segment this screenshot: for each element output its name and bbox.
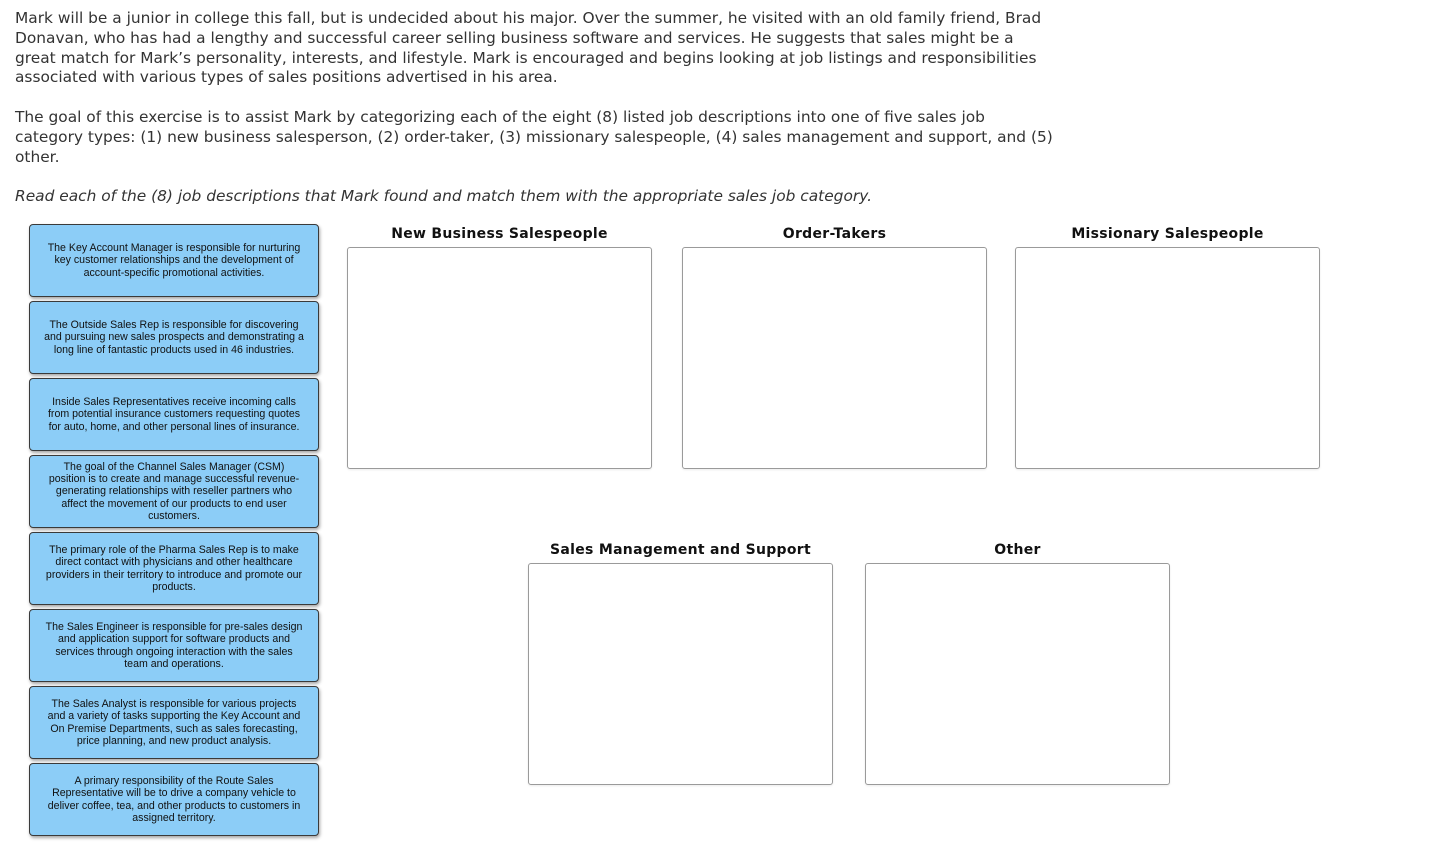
- drop-zone-title: Sales Management and Support: [550, 542, 811, 558]
- drop-zone-title: New Business Salespeople: [391, 226, 608, 242]
- tile-sales-analyst[interactable]: The Sales Analyst is responsible for various projects and a variety of tasks supporting the Key Account and On Premise Departments, such as sales forecasting, price planning, and new product analysis.: [29, 686, 319, 759]
- drop-zone-order-takers: [682, 225, 987, 469]
- tile-inside-sales-representatives[interactable]: Inside Sales Representatives receive incoming calls from potential insurance customers requesting quotes for auto, home, and other personal lines of insurance.: [29, 378, 319, 451]
- drop-target-new-business-salespeople[interactable]: [347, 247, 652, 469]
- drop-zone-sales-management-and-support: [528, 541, 833, 785]
- drop-zone-new-business-salespeople: [347, 225, 652, 469]
- drop-zone-title: Order-Takers: [782, 226, 887, 242]
- tile-pharma-sales-rep[interactable]: The primary role of the Pharma Sales Rep is to make direct contact with physicians and other healthcare providers in their territory to introduce and promote our products.: [29, 532, 319, 605]
- tile-route-sales-representative[interactable]: A primary responsibility of the Route Sales Representative will be to drive a company vehicle to deliver coffee, tea, and other products to customers in assigned territory.: [29, 763, 319, 836]
- drop-target-other[interactable]: [865, 563, 1170, 785]
- intro-paragraph-scenario: Mark will be a junior in college this fall, but is undecided about his major. Over the summer, he visited with an old family friend, Brad Donavan, who has had a lengthy and successful career selling business software and services. He suggests that sales might be a great match for Mark’s personality, interests, and lifestyle. Mark is encouraged and begins looking at job listings and responsibilities associated with various types of sales positions advertised in his area.: [15, 9, 1042, 87]
- tile-channel-sales-manager[interactable]: The goal of the Channel Sales Manager (CSM) position is to create and manage successful revenue-generating relationships with reseller partners who affect the movement of our products to end user customers.: [29, 455, 319, 528]
- tile-key-account-manager[interactable]: The Key Account Manager is responsible for nurturing key customer relationships and the development of account-specific promotional activities.: [29, 224, 319, 297]
- instruction-text: Read each of the (8) job descriptions that Mark found and match them with the appropriate sales job category.: [15, 187, 873, 206]
- tile-sales-engineer[interactable]: The Sales Engineer is responsible for pre-sales design and application support for software products and services through ongoing interaction with the sales team and operations.: [29, 609, 319, 682]
- drop-target-order-takers[interactable]: [682, 247, 987, 469]
- drop-zone-missionary-salespeople: [1015, 225, 1320, 469]
- drop-zone-other: [865, 541, 1170, 785]
- drop-target-sales-management-and-support[interactable]: [528, 563, 833, 785]
- drop-zone-title: Missionary Salespeople: [1071, 226, 1264, 242]
- job-description-tile-bank: [29, 224, 319, 840]
- drop-zone-title: Other: [994, 542, 1041, 558]
- tile-outside-sales-rep[interactable]: The Outside Sales Rep is responsible for discovering and pursuing new sales prospects and demonstrating a long line of fantastic products used in 46 industries.: [29, 301, 319, 374]
- drop-target-missionary-salespeople[interactable]: [1015, 247, 1320, 469]
- instructions-panel: [15, 9, 1055, 227]
- intro-paragraph-goal: The goal of this exercise is to assist Mark by categorizing each of the eight (8) listed job descriptions into one of five sales job category types: (1) new business salesperson, (2) order-taker, (3) missionary salespeople, (4) sales management and support, and (5) other.: [15, 107, 1053, 166]
